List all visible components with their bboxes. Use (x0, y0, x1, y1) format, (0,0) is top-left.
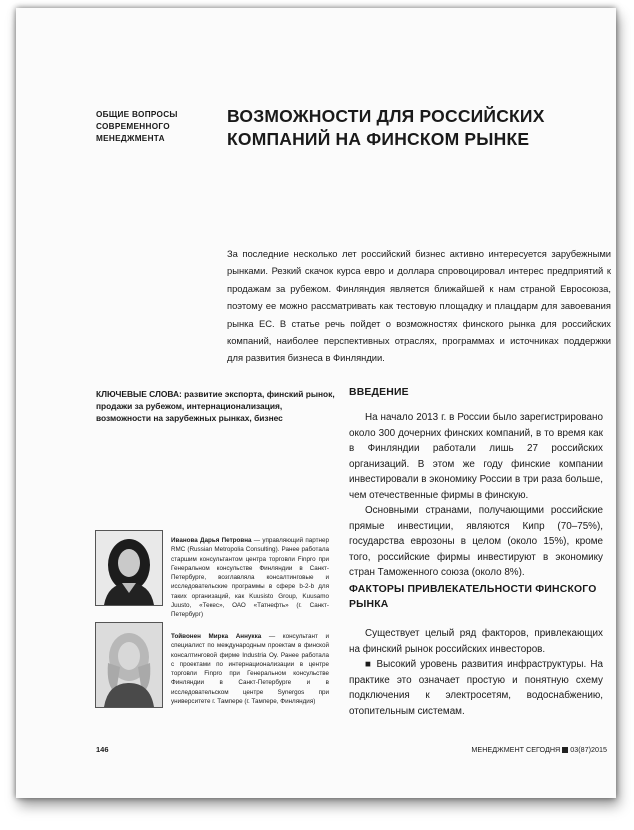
page-number: 146 (96, 745, 109, 754)
rubric-label: ОБЩИЕ ВОПРОСЫ СОВРЕМЕННОГО МЕНЕДЖМЕНТА (96, 110, 178, 143)
factors-heading: ФАКТОРЫ ПРИВЛЕКАТЕЛЬНОСТИ ФИНСКОГО РЫНКА (349, 584, 597, 610)
square-bullet (562, 747, 568, 753)
intro-body (349, 410, 603, 581)
portrait-image (96, 623, 162, 707)
journal-name: МЕНЕДЖМЕНТ СЕГОДНЯ (471, 745, 561, 754)
journal-issue: 03(87)2015 (570, 745, 607, 754)
intro-heading: ВВЕДЕНИЕ (349, 387, 409, 398)
factors-section (349, 582, 603, 719)
magazine-page (16, 8, 616, 798)
author-description: — управляющий партнер RMC (Russian Metropolia Consulting). Ранее работала старшим консультантом центра торговли Finpro при Генеральном консульстве Финляндии в Санкт-Петербурге, возглавляла консалтинговые и исследовательские программы в сфере b-2-b для таких организаций, как Kuusisto Group, Kuusamo Juusto, «Текес», ОАО «Татнефть» (г. Санкт-Петербург) (171, 537, 329, 619)
author-photo-ivanova (95, 530, 163, 606)
intro-paragraph-1: На начало 2013 г. в России было зарегистрировано около 300 дочерних финских компаний, в то время как в Финляндии работали лишь 27 российских организаций. В этом же году финские компании инвестировали в экономику России в три раза больше, чем отечественные фирмы в финскую. (349, 412, 603, 501)
portrait-image (96, 531, 162, 605)
article-title: ВОЗМОЖНОСТИ ДЛЯ РОССИЙСКИХ КОМПАНИЙ НА ФИНСКОМ РЫНКЕ (227, 106, 545, 149)
author-bio-ivanova (171, 536, 329, 620)
author-description: — консультант и специалист по международным проектам в финской консалтинговой фирме Industria Oy. Ранее работала с проектами по интернационализации в центре торговли Finpro при Генеральном консульстве Финляндии в Санкт-Петербурге и в исследовательском центре Synergos при университете г. Тампере (г. Тампере, Финляндия) (171, 633, 329, 706)
factors-paragraph-1: Существует целый ряд факторов, привлекающих на финский рынок российских инвесторов. (349, 628, 603, 655)
author-name: Тойвонен Мирка Аннукка (171, 633, 262, 640)
author-photo-toivonen (95, 622, 163, 708)
keywords: КЛЮЧЕВЫЕ СЛОВА: развитие экспорта, финский рынок, продажи за рубежом, интернационализация, возможности на зарубежных рынках, бизнес (96, 389, 335, 423)
intro-section (349, 385, 603, 581)
factors-paragraph-2: ■ Высокий уровень развития инфраструктуры. На практике это означает простую и понятную схему подключения к электросетям, водоснабжению, отопительным системам. (349, 659, 603, 717)
factors-body (349, 626, 603, 719)
author-name: Иванова Дарья Петровна (171, 537, 252, 544)
intro-paragraph-2: Основными странами, получающими российские прямые инвестиции, являются Кипр (70–75%), государства еврозоны в целом (около 15%), кроме того, российские фирмы инвестируют в экономику стран Таможенного союза (около 8%). (349, 505, 603, 578)
journal-footer (456, 745, 607, 754)
article-abstract: За последние несколько лет российский бизнес активно интересуется зарубежными рынками. Резкий скачок курса евро и доллара спровоцировал интерес предприятий к продажам за рубежом. Финляндия является ближайшей к нам страной Евросоюза, поэтому ее можно рассматривать как тестовую площадку и плацдарм для завоевания рынка ЕС. В статье речь пойдет о возможностях финского рынка для российских компаний, наиболее перспективных отраслях, программах и источниках поддержки для развития бизнеса в Финляндии. (227, 248, 611, 364)
author-bio-toivonen (171, 632, 329, 706)
